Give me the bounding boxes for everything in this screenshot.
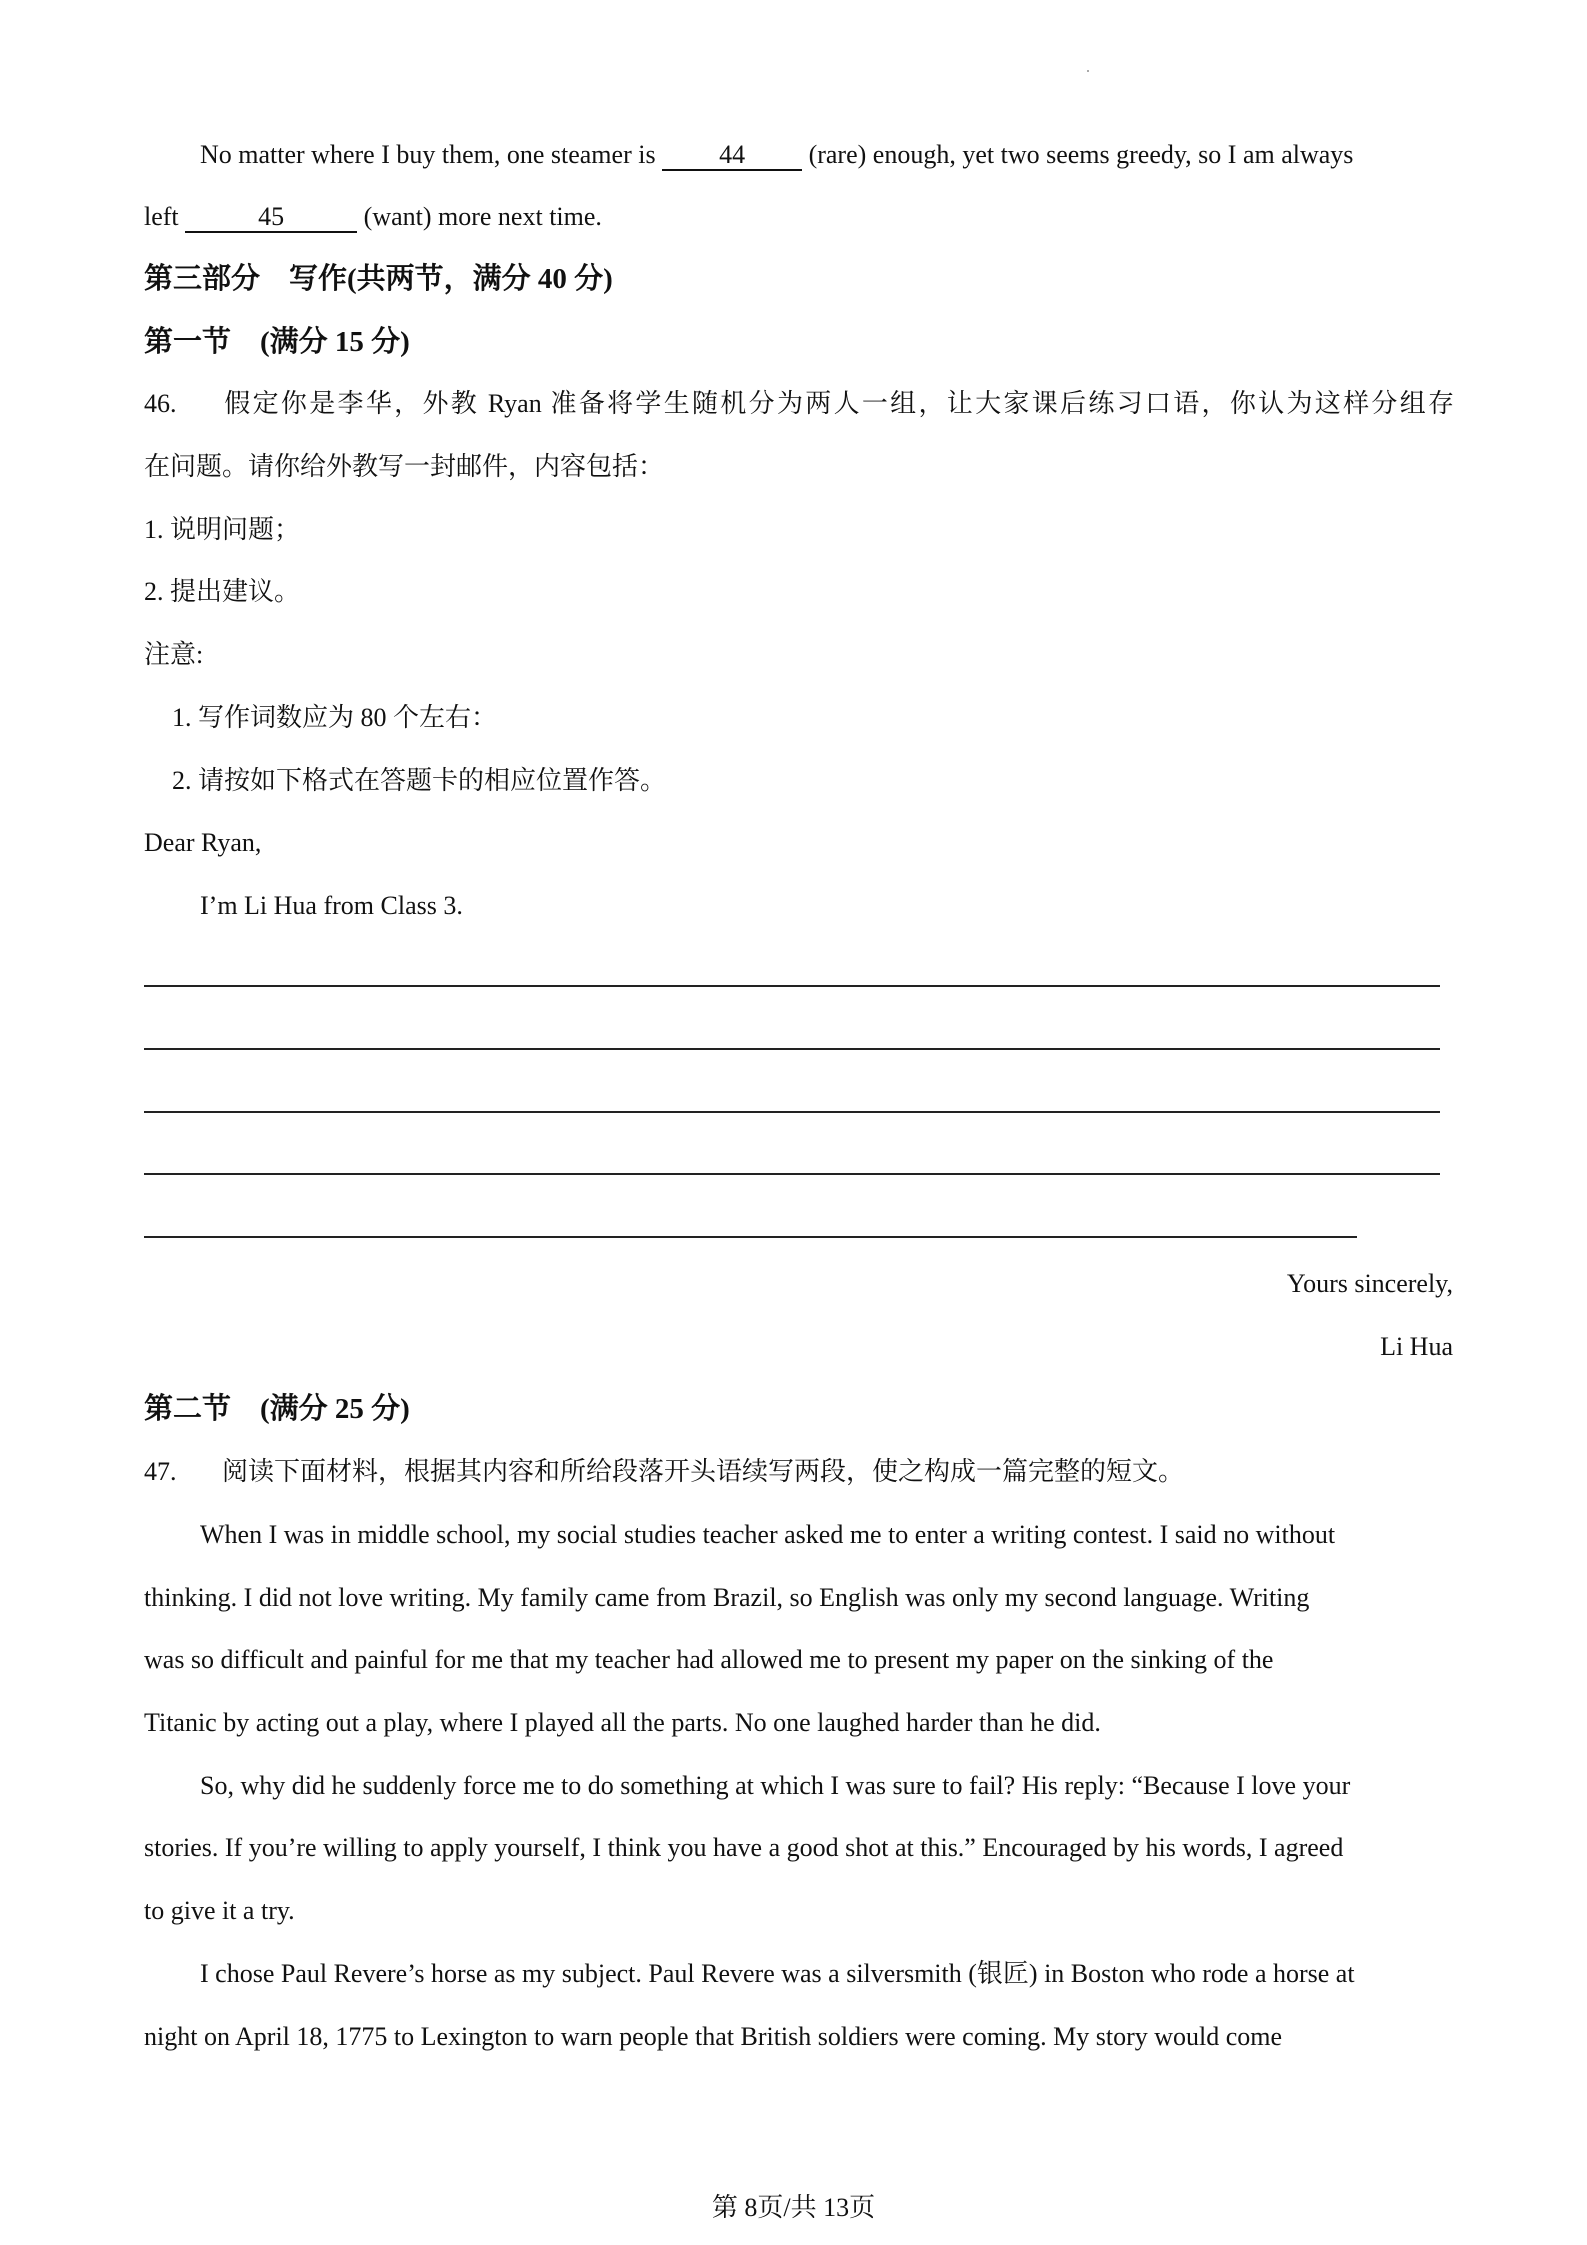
writing-line [144,985,1440,987]
blank-45: 45 [185,203,357,233]
question-46-line-2: 在问题。请你给外教写一封邮件，内容包括： [144,452,665,481]
question-text: 阅读下面材料，根据其内容和所给段落开头语续写两段，使之构成一篇完整的短文。 [222,1457,1185,1486]
passage-line: stories. If you’re willing to apply yourself, I think you have a good shot at this.” Encouraged by his words, I agreed [144,1833,1344,1862]
passage-line: to give it a try. [144,1896,295,1925]
passage-line: I chose Paul Revere’s horse as my subject. Paul Revere was a silversmith (银匠) in Boston who rode a horse at [200,1959,1355,1988]
passage-line: thinking. I did not love writing. My family came from Brazil, so English was only my second language. Writing [144,1583,1310,1612]
passage-line: When I was in middle school, my social studies teacher asked me to enter a writing contest. I said no without [200,1520,1336,1549]
question-text: 假定你是李华，外教 Ryan 准备将学生随机分为两人一组，让大家课后练习口语，你认为这样分组存 [222,389,1454,418]
content-point-2: 2. 提出建议。 [144,577,301,606]
section1-title: 第一节 (满分 15 分) [144,326,410,358]
letter-signature: Li Hua [1380,1332,1453,1361]
question-number: 46. [144,389,177,418]
passage-line: night on April 18, 1775 to Lexington to warn people that British soldiers were coming. My story would come [144,2022,1283,2051]
writing-line [144,1111,1440,1113]
content-point-1: 1. 说明问题； [144,515,301,544]
note-label: 注意: [144,640,204,669]
note-2: 2. 请按如下格式在答题卡的相应位置作答。 [172,766,667,795]
writing-line [144,1048,1440,1050]
scan-speck [1087,70,1089,72]
fill-in-line-2 [144,199,1454,235]
passage-line: Titanic by acting out a play, where I played all the parts. No one laughed harder than he did. [144,1708,1101,1737]
letter-greeting: Dear Ryan, [144,828,262,857]
page-number: 第 8页/共 13页 [711,2193,876,2222]
fill-in-text: No matter where I buy them, one steamer is [200,140,663,169]
passage-line: So, why did he suddenly force me to do something at which I was sure to fail? His reply: “Because I love your [200,1771,1351,1800]
fill-in-text: (want) more next time. [357,202,602,231]
part3-title: 第三部分 写作(共两节，满分 40 分) [144,263,613,295]
blank-44: 44 [662,141,802,171]
writing-line [144,1173,1440,1175]
letter-closing: Yours sincerely, [1286,1269,1453,1298]
letter-opening: I’m Li Hua from Class 3. [200,891,463,920]
note-1: 1. 写作词数应为 80 个左右： [172,703,498,732]
fill-in-text: left [144,202,186,231]
section2-title: 第二节 (满分 25 分) [144,1393,410,1425]
fill-in-text: (rare) enough, yet two seems greedy, so I am always [802,140,1354,169]
passage-line: was so difficult and painful for me that my teacher had allowed me to present my paper on the sinking of the [144,1645,1274,1674]
question-46-line-1 [144,386,1454,422]
fill-in-line-1 [200,137,1454,173]
question-47-line [144,1454,1454,1490]
writing-line [144,1236,1357,1238]
question-number: 47. [144,1457,177,1486]
